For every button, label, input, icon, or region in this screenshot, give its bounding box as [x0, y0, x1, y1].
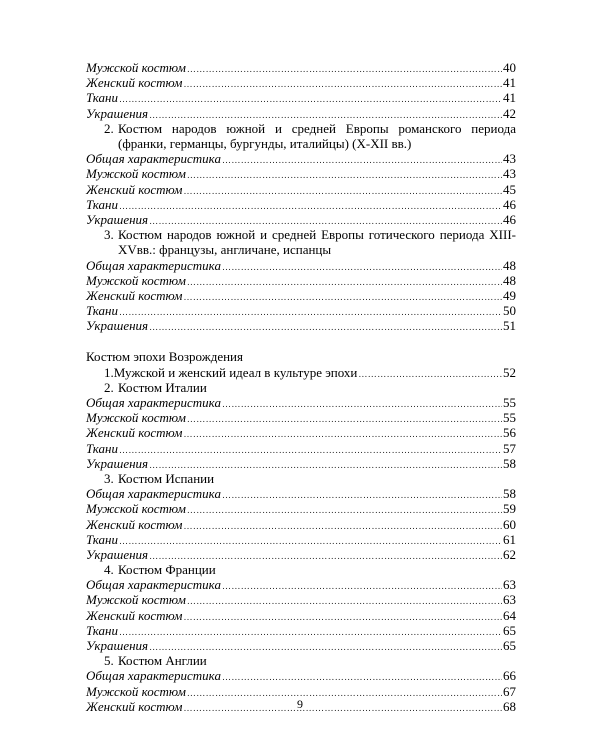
toc-entry[interactable] [86, 441, 516, 456]
toc-section-heading-spain[interactable] [86, 471, 516, 486]
toc-entry[interactable] [86, 288, 516, 303]
toc-entry-page: 67 [503, 683, 516, 699]
toc-entry-title: Мужской костюм [86, 592, 186, 608]
section-title: Костюм Англии [118, 653, 207, 669]
toc-entry[interactable] [86, 395, 516, 410]
dot-leader [149, 106, 502, 121]
toc-entry-title: Украшения [86, 211, 149, 227]
toc-entry-title: Ткани [86, 303, 118, 319]
dot-leader [149, 456, 502, 471]
dot-leader [149, 547, 502, 562]
toc-entry[interactable] [86, 592, 516, 607]
toc-section-heading-england[interactable] [86, 653, 516, 668]
dot-leader [119, 303, 502, 318]
toc-entry-page: 63 [503, 592, 516, 608]
dot-leader [149, 318, 502, 333]
dot-leader [222, 577, 502, 592]
toc-entry-page: 52 [503, 364, 516, 380]
toc-entry-title: Общая характеристика [86, 486, 221, 502]
toc-entry-title: Ткани [86, 90, 118, 106]
toc-entry[interactable] [86, 75, 516, 90]
section-title: Костюм народов южной и средней Европы романского периода (франки, германцы, бургунды, италийцы) (X-XII вв.) [118, 120, 516, 151]
toc-entry[interactable] [86, 456, 516, 471]
toc-entry[interactable] [86, 60, 516, 75]
dot-leader [187, 273, 502, 288]
dot-leader [183, 425, 502, 440]
toc-entry-title: Ткани [86, 531, 118, 547]
toc-entry-page: 43 [503, 151, 516, 167]
toc-group-sec3 [86, 258, 516, 334]
toc-entry[interactable] [86, 303, 516, 318]
toc-entry-page: 56 [503, 425, 516, 441]
toc-entry-page: 41 [503, 75, 516, 91]
section-title: Мужской и женский идеал в культуре эпохи [113, 364, 358, 380]
toc-entry-page: 58 [503, 486, 516, 502]
toc-entry[interactable] [86, 608, 516, 623]
toc-entry-page: 68 [503, 698, 516, 714]
section-number: 2. [104, 120, 114, 136]
section-title: Костюм Франции [118, 562, 216, 578]
toc-entry-page: 49 [503, 287, 516, 303]
page-number: 9 [297, 697, 303, 711]
toc-entry-title: Мужской костюм [86, 501, 186, 517]
toc-entry-page: 40 [503, 60, 516, 75]
dot-leader [187, 501, 502, 516]
toc-entry[interactable] [86, 90, 516, 105]
dot-leader [183, 288, 502, 303]
dot-leader [183, 608, 502, 623]
toc-entry[interactable] [86, 182, 516, 197]
table-of-contents [86, 60, 516, 714]
toc-entry-page: 41 [503, 90, 516, 106]
toc-entry-page: 55 [503, 410, 516, 426]
dot-leader [149, 638, 502, 653]
toc-entry-title: Украшения [86, 455, 149, 471]
toc-entry[interactable] [86, 623, 516, 638]
toc-entry-page: 55 [503, 395, 516, 410]
toc-entry-page: 43 [503, 166, 516, 182]
toc-entry-title: Мужской костюм [86, 166, 186, 182]
toc-entry-title: Украшения [86, 318, 149, 334]
toc-entry[interactable] [86, 638, 516, 653]
toc-entry[interactable] [86, 668, 516, 683]
section-number: 3. [104, 470, 114, 486]
toc-entry[interactable] [86, 197, 516, 212]
toc-entry[interactable] [86, 258, 516, 273]
chapter-heading[interactable]: Костюм эпохи Возрождения [86, 349, 243, 365]
dot-leader [119, 532, 502, 547]
toc-entry-page: 45 [503, 181, 516, 197]
toc-entry-title: Женский костюм [86, 698, 183, 714]
section-title: Костюм Испании [118, 470, 215, 486]
toc-entry-page: 63 [503, 577, 516, 593]
toc-entry-page: 46 [503, 211, 516, 227]
dot-leader [187, 166, 502, 181]
toc-entry[interactable] [86, 517, 516, 532]
section-number: 3. [104, 227, 114, 243]
dot-leader [222, 258, 502, 273]
toc-entry[interactable] [86, 212, 516, 227]
toc-entry-title: Общая характеристика [86, 577, 221, 593]
toc-entry-title: Мужской костюм [86, 272, 186, 288]
dot-leader [149, 212, 502, 227]
toc-entry[interactable] [86, 501, 516, 516]
toc-section-heading[interactable] [86, 227, 516, 257]
toc-entry-page: 65 [503, 622, 516, 638]
toc-entry[interactable] [86, 532, 516, 547]
toc-entry-page: 61 [503, 531, 516, 547]
toc-section-heading-france[interactable] [86, 562, 516, 577]
toc-entry-page: 46 [503, 196, 516, 212]
toc-entry[interactable] [86, 318, 516, 333]
toc-entry-title: Женский костюм [86, 516, 183, 532]
toc-entry[interactable] [86, 410, 516, 425]
toc-entry[interactable] [86, 166, 516, 181]
toc-entry-page: 58 [503, 455, 516, 471]
toc-entry-title: Ткани [86, 440, 118, 456]
toc-entry-title: Общая характеристика [86, 151, 221, 167]
toc-entry-title: Женский костюм [86, 75, 183, 91]
toc-entry-page: 57 [503, 440, 516, 456]
toc-entry-title: Мужской костюм [86, 683, 186, 699]
toc-section-heading-italy[interactable] [86, 380, 516, 395]
toc-entry-title: Мужской костюм [86, 410, 186, 426]
dot-leader [222, 395, 502, 410]
toc-entry-title: Украшения [86, 638, 149, 653]
toc-entry-title: Общая характеристика [86, 257, 221, 273]
toc-entry[interactable] [86, 106, 516, 121]
toc-entry-title: Женский костюм [86, 287, 183, 303]
toc-entry-page: 66 [503, 668, 516, 684]
toc-entry-title: Ткани [86, 622, 118, 638]
dot-leader [187, 410, 502, 425]
toc-entry-title: Женский костюм [86, 181, 183, 197]
toc-entry-page: 64 [503, 607, 516, 623]
section-number: 1. [104, 364, 114, 380]
section-number: 5. [104, 653, 114, 669]
dot-leader [222, 151, 502, 166]
toc-entry-page: 48 [503, 272, 516, 288]
toc-entry-title: Украшения [86, 546, 149, 562]
section-number: 4. [104, 562, 114, 578]
toc-entry-title: Женский костюм [86, 607, 183, 623]
dot-leader [222, 486, 502, 501]
toc-entry-page: 60 [503, 516, 516, 532]
dot-leader [183, 517, 502, 532]
toc-entry-title: Украшения [86, 105, 149, 121]
section-title: Костюм народов южной и средней Европы готического периода XIII-XVвв.: французы, англичане, испанцы [118, 227, 516, 258]
toc-group-sec2 [86, 151, 516, 227]
toc-entry-title: Мужской костюм [86, 60, 186, 75]
toc-entry[interactable] [86, 425, 516, 440]
dot-leader [119, 90, 502, 105]
dot-leader [187, 60, 502, 75]
dot-leader [222, 668, 502, 683]
toc-entry[interactable] [86, 151, 516, 166]
section-number: 2. [104, 379, 114, 395]
toc-entry-page: 51 [503, 318, 516, 334]
dot-leader [358, 365, 502, 380]
toc-entry-title: Общая характеристика [86, 395, 221, 410]
toc-entry-ideal[interactable] [86, 365, 516, 380]
dot-leader [183, 75, 502, 90]
toc-entry-title: Ткани [86, 196, 118, 212]
toc-entry-title: Женский костюм [86, 425, 183, 441]
toc-entry-page: 62 [503, 546, 516, 562]
toc-entry[interactable] [86, 577, 516, 592]
toc-entry-page: 65 [503, 638, 516, 653]
toc-entry[interactable] [86, 547, 516, 562]
toc-entry-page: 48 [503, 257, 516, 273]
dot-leader [187, 592, 502, 607]
dot-leader [119, 441, 502, 456]
toc-entry-page: 50 [503, 303, 516, 319]
dot-leader [119, 197, 502, 212]
toc-section-heading[interactable] [86, 121, 516, 151]
toc-entry-page: 59 [503, 501, 516, 517]
dot-leader [119, 623, 502, 638]
toc-entry-title: Общая характеристика [86, 668, 221, 684]
section-title: Костюм Италии [118, 379, 207, 395]
toc-group-block1 [86, 60, 516, 121]
toc-entry[interactable] [86, 486, 516, 501]
dot-leader [183, 182, 502, 197]
toc-entry-page: 42 [503, 105, 516, 121]
toc-entry[interactable] [86, 273, 516, 288]
